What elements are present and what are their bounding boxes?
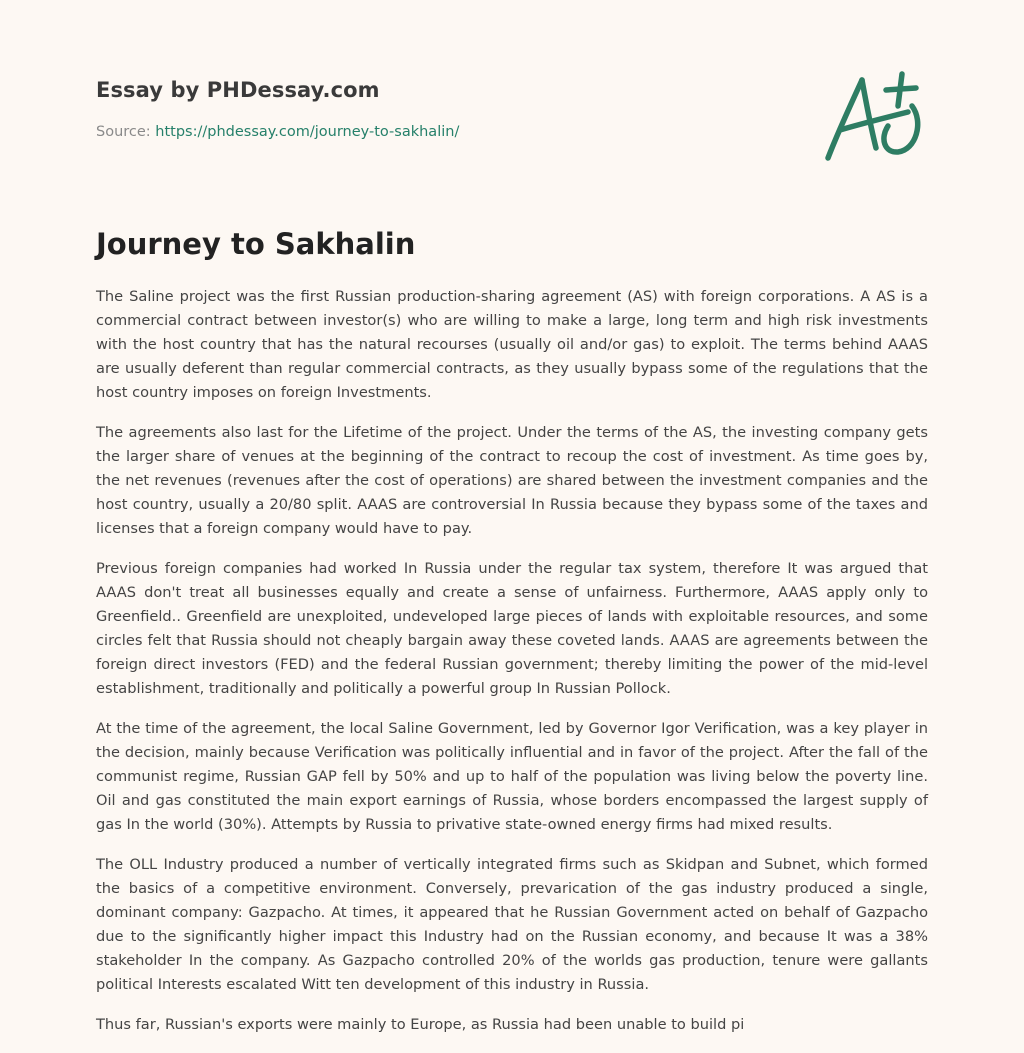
source-link[interactable]: https://phdessay.com/journey-to-sakhalin/ <box>155 124 460 140</box>
essay-paragraph: The OLL Industry produced a number of vertically integrated firms such as Skidpan and Subnet, which formed the basics of a competitive environment. Conversely, prevarication of the gas industry produced a single, dominant company: Gazpacho. At times, it appeared that he Russian Government acted on behalf of Gazpacho due to the significantly higher impact this Industry had on the Russian economy, and because It was a 38% stakeholder In the company. As Gazpacho controlled 20% of the worlds gas production, tenure were gallants political Interests escalated Witt ten development of this industry in Russia. <box>96 856 928 993</box>
essay-title: Journey to Sakhalin <box>96 227 416 261</box>
essay-paragraph-truncated: Thus far, Russian's exports were mainly to Europe, as Russia had been unable to build pi <box>96 1016 745 1033</box>
essay-paragraph: The Saline project was the first Russian production-sharing agreement (AS) with foreign corporations. A AS is a commercial contract between investor(s) who are willing to make a large, long term and high risk investments with the host country that has the natural recourses (usually oil and/or gas) to exploit. The terms behind AAAS are usually deferent than regular commercial contracts, as they usually bypass some of the regulations that the host country imposes on foreign Investments. <box>96 288 928 401</box>
essay-paragraph: At the time of the agreement, the local Saline Government, led by Governor Igor Verification, was a key player in the decision, mainly because Verification was politically influential and in favor of the project. After the fall of the communist regime, Russian GAP fell by 50% and up to half of the population was living below the poverty line. Oil and gas constituted the main export earnings of Russia, whose borders encompassed the largest supply of gas In the world (30%). Attempts by Russia to privative state-owned energy firms had mixed results. <box>96 720 928 833</box>
source-label: Source: <box>96 124 156 140</box>
essay-paragraph: Previous foreign companies had worked In Russia under the regular tax system, therefore It was argued that AAAS don't treat all businesses equally and create a sense of unfairness. Furthermore, AAAS apply only to Greenfield.. Greenfield are unexploited, undeveloped large pieces of lands with exploitable resources, and some circles felt that Russia should not cheaply bargain away these coveted lands. AAAS are agreements between the foreign direct investors (FED) and the federal Russian government; thereby limiting the power of the mid-level establishment, traditionally and politically a powerful group In Russian Pollock. <box>96 560 928 697</box>
essay-paragraph: The agreements also last for the Lifetime of the project. Under the terms of the AS, the investing company gets the larger share of venues at the beginning of the contract to recoup the cost of investment. As time goes by, the net revenues (revenues after the cost of operations) are shared between the investment companies and the host country, usually a 20/80 split. AAAS are controversial In Russia because they bypass some of the taxes and licenses that a foreign company would have to pay. <box>96 424 928 537</box>
site-brand: Essay by PHDessay.com <box>96 78 380 102</box>
a-plus-grade-icon <box>818 66 930 168</box>
source-line <box>96 122 736 142</box>
essay-body <box>96 285 928 1053</box>
page-header <box>96 76 736 142</box>
